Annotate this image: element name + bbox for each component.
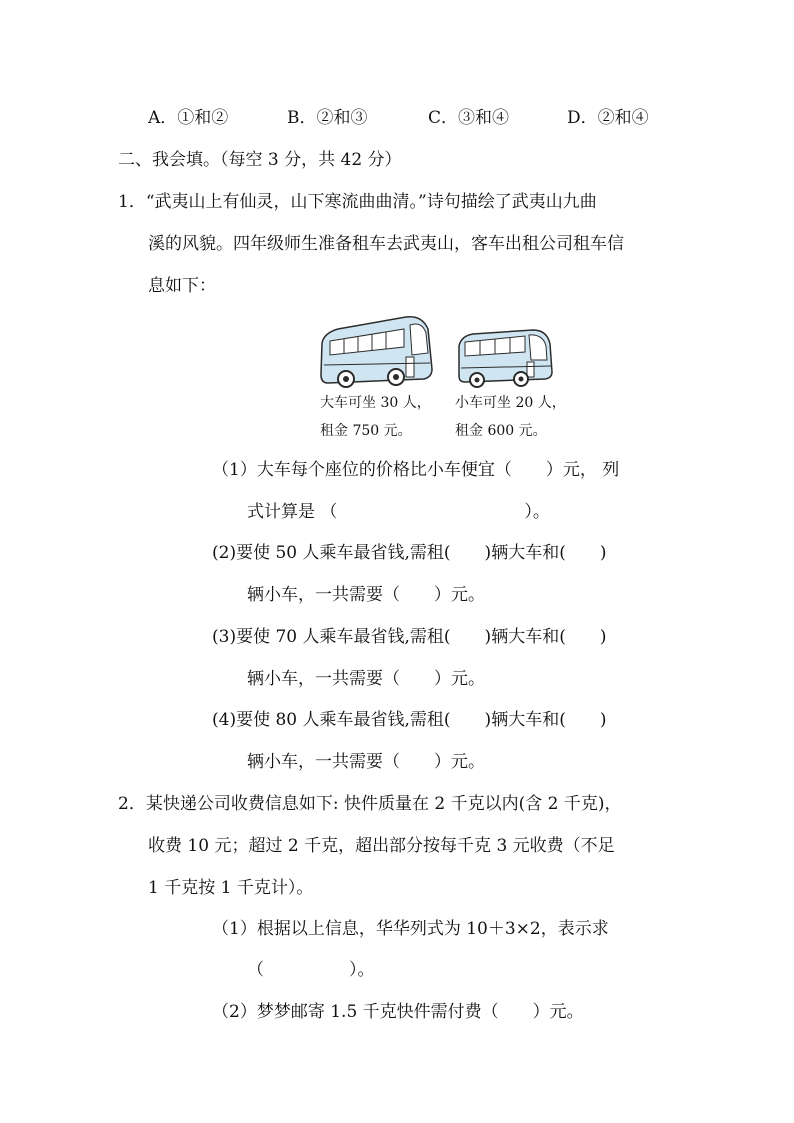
q2-line3: 1 千克按 1 千克计）。 (148, 878, 314, 898)
option-d: D．②和④ (567, 108, 649, 128)
q1-part4-line1: (4)要使 80 人乘车最省钱,需租( )辆大车和( ) (212, 710, 607, 730)
q1-part3-line2: 辆小车，一共需要（ ）元。 (247, 669, 485, 689)
q2-part1-line2: （ ）。 (247, 960, 375, 980)
small-bus-caption-line1: 小车可坐 20 人， (455, 395, 566, 411)
q1-line3: 息如下： (148, 276, 216, 296)
q2-part1-line1: （1）根据以上信息，华华列式为 10＋3×2，表示求 (212, 919, 609, 939)
q2-part2-line1: （2）梦梦邮寄 1.5 千克快件需付费（ ）元。 (212, 1002, 584, 1022)
option-c: C．③和④ (428, 108, 510, 128)
q1-part3-line1: (3)要使 70 人乘车最省钱,需租( )辆大车和( ) (212, 627, 607, 647)
q1-line1: 1．“武夷山上有仙灵，山下寒流曲曲清。”诗句描绘了武夷山九曲 (118, 192, 597, 212)
option-b: B．②和③ (287, 108, 368, 128)
small-bus-image (455, 328, 555, 390)
big-bus-image (318, 313, 436, 391)
q1-part2-line2: 辆小车，一共需要（ ）元。 (247, 585, 485, 605)
big-bus-caption-line1: 大车可坐 30 人， (320, 395, 431, 411)
q1-line2: 溪的风貌。四年级师生准备租车去武夷山，客车出租公司租车信 (148, 234, 624, 254)
q1-part1-line2: 式计算是 （ ）。 (247, 502, 550, 522)
option-a: A．①和② (148, 108, 229, 128)
q1-part2-line1: (2)要使 50 人乘车最省钱,需租( )辆大车和( ) (212, 543, 607, 563)
q2-line2: 收费 10 元；超过 2 千克，超出部分按每千克 3 元收费（不足 (148, 836, 615, 856)
q1-part4-line2: 辆小车，一共需要（ ）元。 (247, 752, 485, 772)
section-heading: 二、我会填。（每空 3 分，共 42 分） (118, 150, 402, 170)
big-bus-caption-line2: 租金 750 元。 (320, 423, 412, 439)
q1-part1-line1: （1）大车每个座位的价格比小车便宜（ ）元， 列 (212, 460, 620, 480)
q2-line1: 2．某快递公司收费信息如下: 快件质量在 2 千克以内(含 2 千克)， (118, 794, 622, 814)
small-bus-caption-line2: 租金 600 元。 (455, 423, 547, 439)
